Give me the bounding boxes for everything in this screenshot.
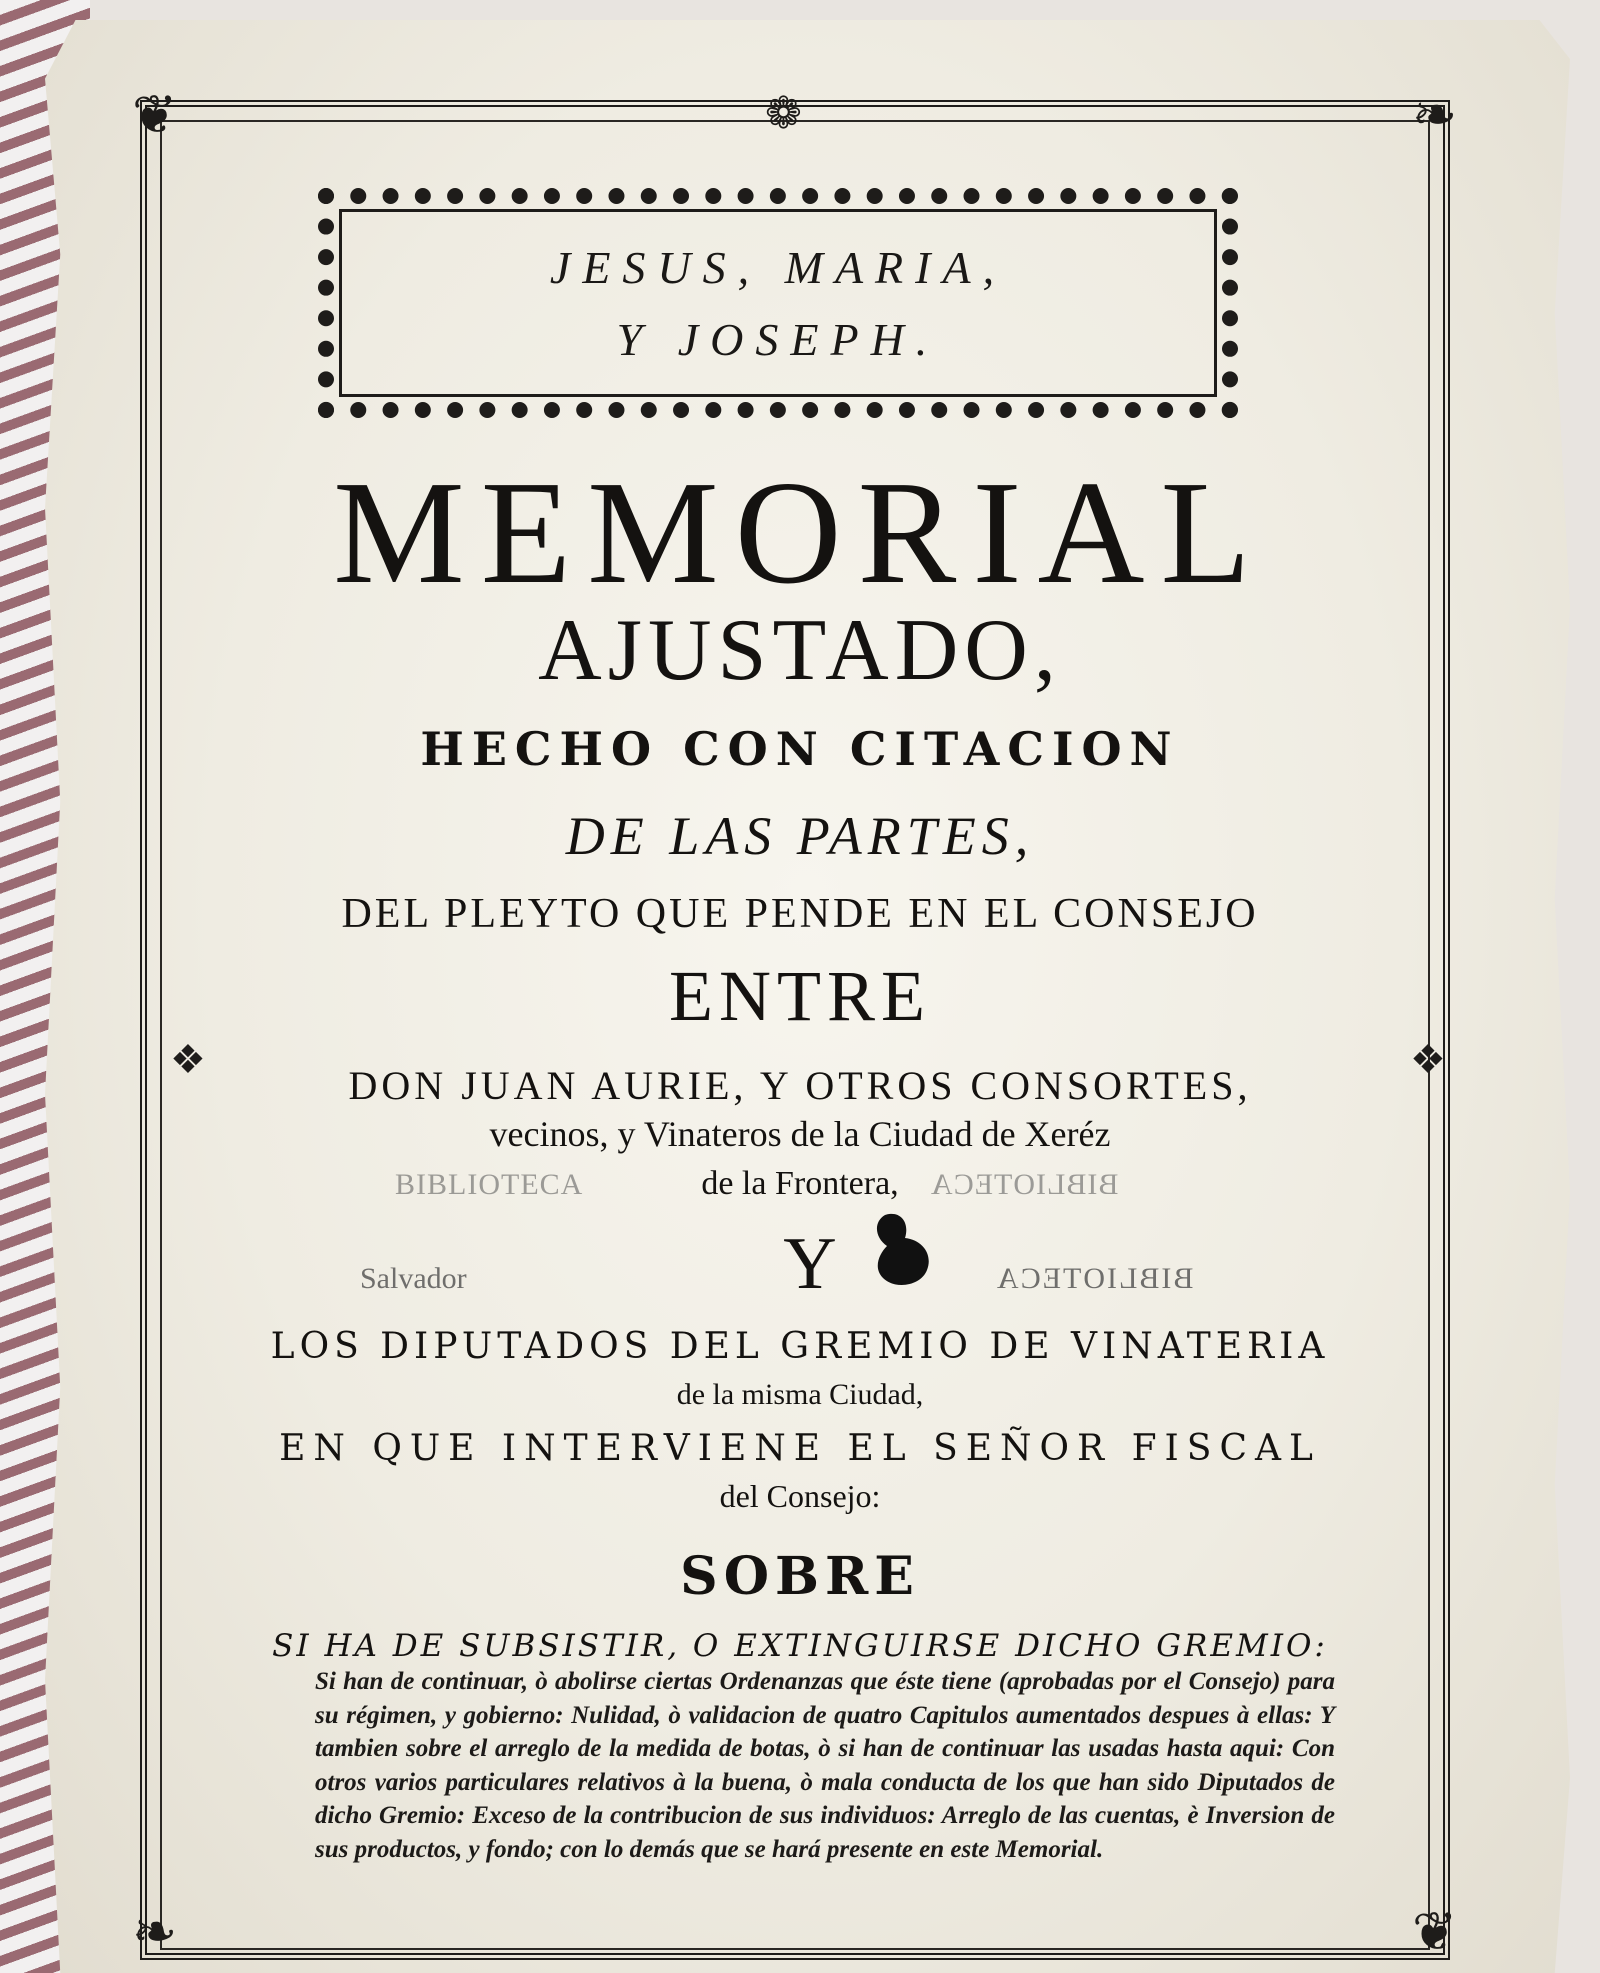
text-line-hecho: HECHO CON CITACION [420,722,1180,776]
ink-blot-icon [865,1210,935,1290]
corner-ornament-icon: ❦ [132,83,178,146]
side-ornament-icon: ❖ [1410,1037,1446,1083]
document-title: MEMORIAL [333,451,1267,615]
text-line-subsistir: SI HA DE SUBSISTIR, O EXTINGUIRSE DICHO GREMIO: [272,1628,1328,1664]
header-line-2: Y JOSEPH. [616,314,940,365]
side-ornament-icon: ❖ [170,1037,206,1083]
stamp-text-left: Salvador [360,1262,467,1295]
text-line-sobre: SOBRE [680,1546,920,1607]
corner-ornament-icon: ❧ [132,1900,178,1963]
corner-ornament-icon: ❦ [1412,1900,1458,1963]
stamp-text-right: BIBLIOTECA [995,1262,1194,1295]
document-subtitle: AJUSTADO, [538,602,1062,699]
text-line-diputados: LOS DIPUTADOS DEL GREMIO DE VINATERIA [270,1326,1330,1367]
text-line-partes: DE LAS PARTES, [565,806,1035,866]
text-line-misma-ciudad: de la misma Ciudad, [676,1378,924,1411]
library-stamp-right: BIBLIOTECA [930,1168,1119,1201]
text-line-y: Y [783,1223,837,1305]
text-line-frontera: de la Frontera, [701,1165,899,1202]
header-line-1: JESUS, MARIA, [549,242,1007,293]
text-line-consejo: del Consejo: [719,1478,881,1514]
text-line-pleyto: DEL PLEYTO QUE PENDE EN EL CONSEJO [341,891,1259,937]
body-paragraph: Si han de continuar, ò abolirse ciertas Ordenanzas que éste tiene (aprobadas por el Consejo) para su régimen, y gobierno: Nulidad, ò validacion de quatro Capitulos aumentados despues à ellas: Y tambien sobre el arreglo de la medida de botas, ò si han de continuar las usadas hasta aqui: Con otros varios particulares relativos à la buena, ò mala conducta de los que han sido Diputados de dicho Gremio: Exceso de la contribucion de sus individuos: Arreglo de las cuentas, è Inversion de sus productos, y fondo; con lo demás que se hará presente en este Memorial. [315,1668,1335,1863]
header-cartouche [318,188,1238,418]
corner-ornament-icon: ❧ [1412,83,1458,146]
top-center-ornament-icon: ❁ [765,88,802,139]
text-line-entre: ENTRE [669,956,931,1036]
library-stamp-left: BIBLIOTECA [395,1168,584,1201]
text-line-fiscal: EN QUE INTERVIENE EL SEÑOR FISCAL [279,1428,1321,1469]
text-line-vecinos: vecinos, y Vinateros de la Ciudad de Xeréz [489,1114,1111,1154]
text-line-don-juan: DON JUAN AURIE, Y OTROS CONSORTES, [348,1063,1252,1108]
